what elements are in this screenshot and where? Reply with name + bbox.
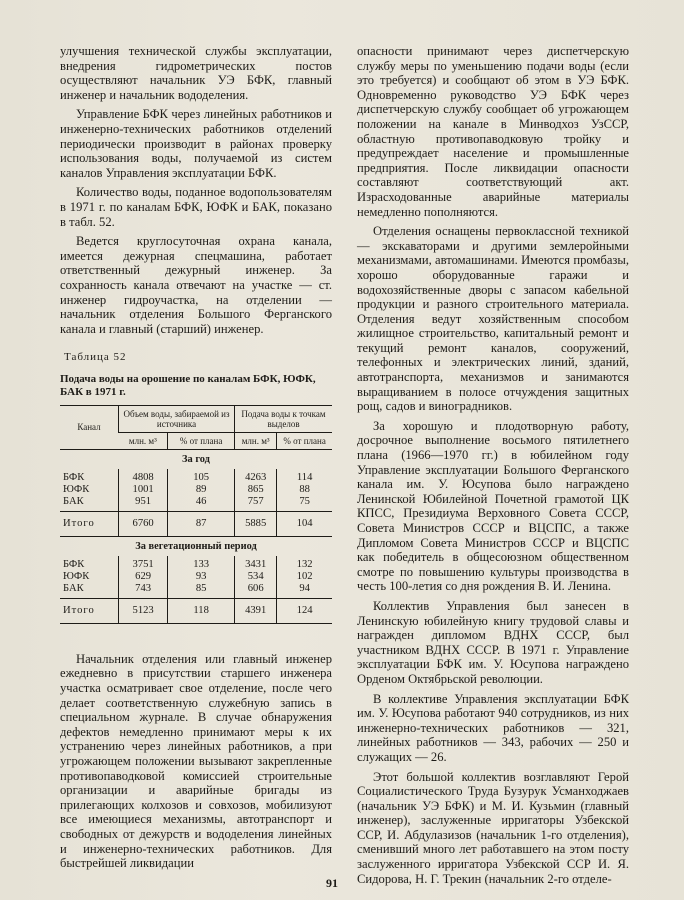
table-cell-v1: 3751: [119, 556, 168, 571]
table-total-p2: 124: [277, 598, 332, 623]
table-total-p1: 87: [168, 511, 235, 536]
table-cell-p2: 94: [277, 583, 332, 599]
table-caption: Таблица 52: [64, 351, 127, 364]
table-cell-v1: 1001: [119, 484, 168, 496]
left-paragraph-5: Начальник отделения или главный инженер ежедневно в присутствии старшего инженера участка осматривает свое отделение, после чего делает соответственную служебную запись в специальном журнале. В случае обнаружения дефектов немедленно принимают меры к их устранению через линейных работников, а при угрожающем положении вызывают закрепленные противопаводковой комиссией строительные организации и аварийные бригады из прилегающих колхозов и совхозов, мобилизуют все имеющиеся механизмы, автотранспорт и свободных от дежурств и вододеления линейных и инженерно-технических работников. Для быстрейшей ликвидации: [60, 651, 332, 871]
left-paragraph-1: улучшения технической службы эксплуатации, внедрения гидрометрических постов осуществляют начальник УЭ БФК, главный инженер и начальник вододеления.: [60, 44, 332, 102]
table-cell-p1: 46: [168, 496, 235, 512]
table-cell-canal: ЮФК: [63, 483, 90, 495]
header-unit: млн. м³: [119, 432, 168, 449]
page-number: 91: [326, 876, 338, 890]
table-total-row: [60, 598, 332, 623]
table-cell-p2: 75: [277, 496, 332, 512]
table-row: [60, 571, 332, 583]
left-paragraph-2: Управление БФК через линейных работников и инженерно-технических работников отделений периодически производит в районах проверку использования воды, получаемой из систем каналов Управления эксплуатации БФК.: [60, 107, 332, 180]
left-column: [60, 44, 332, 876]
right-paragraph-4: Коллектив Управления был занесен в Ленинскую юбилейную книгу трудовой славы и награжден дипломом ВДНХ СССР, был участником ВДНХ СССР. В 1971 г. Управление эксплуатации БФК им. У. Юсупова награждено Орденом Октябрьской революции.: [357, 598, 629, 686]
table-total-v2: 4391: [235, 598, 277, 623]
header-unit: млн. м³: [235, 432, 277, 449]
header-source: Объем воды, забираемой из источника: [119, 405, 235, 432]
table-total-v2: 5885: [235, 511, 277, 536]
table-total-v1: 6760: [119, 511, 168, 536]
table-cell-v1: 4808: [119, 469, 168, 484]
table-cell-p1: 89: [168, 484, 235, 496]
table-total-label: Итого: [60, 598, 119, 623]
table-section-row: [60, 449, 332, 469]
table-cell-v2: 606: [235, 583, 277, 599]
table-total-label: Итого: [60, 511, 119, 536]
table-row: [60, 469, 332, 484]
right-paragraph-2: Отделения оснащены первоклассной техникой — экскаваторами и другими землеройными механизмами, автомашинами. Имеются промбазы, хорошо оборудованные гаражи и водохозяйственные дворы с запасом кабельной продукции и разного строительного материала. Отделения ведут хозяйственным способом жилищное строительство, капитальный ремонт и текущий ремонт каналов, сооружений, телефонных и электрических линий, зданий, автотранспорта, механизмов и занимаются выращиванием в полосе отчуждения защитных рощ, садов и виноградников.: [357, 224, 629, 414]
table-title: Подача воды на орошение по каналам БФК, ЮФК, БАК в 1971 г.: [60, 372, 316, 398]
table-total-v1: 5123: [119, 598, 168, 623]
table-cell-v1: 743: [119, 583, 168, 599]
table-cell-p2: 102: [277, 571, 332, 583]
table-cell-v2: 3431: [235, 556, 277, 571]
table-cell-canal: ЮФК: [63, 570, 90, 582]
table-cell-canal: БФК: [63, 471, 85, 483]
right-paragraph-3: За хорошую и плодотворную работу, досрочное выполнение восьмого пятилетнего плана (1966—1970 гг.) в юбилейном году Управление эксплуатации Большого Ферганского канала им. У. Юсупова было награждено Ленинской Юбилейной Почетной грамотой ЦК КПСС, Президиума Верховного Совета СССР, Совета Министров СССР и ВЦСПС, а также Дипломом Совета Министров СССР и ВЦСПС как победитель в общесоюзном общественном смотре по повышению культуры производства в честь 100-летия со дня рождения В. И. Ленина.: [357, 418, 629, 594]
table-row: [60, 484, 332, 496]
table-cell-v2: 4263: [235, 469, 277, 484]
table-section-label: За год: [60, 449, 332, 469]
table-cell-canal: БАК: [63, 495, 84, 507]
table-cell-p1: 93: [168, 571, 235, 583]
water-supply-table: [60, 405, 332, 624]
right-paragraph-1: опасности принимают через диспетчерскую службу меры по уменьшению подачи воды (если это требуется) и сообщают об этом в УЭ БФК. Одновременно руководство УЭ БФК через диспетчерскую службу сообщает об угрожающем положении на канале в Минводхоз УзССР, областную противопаводковую тройку и предупреждает население и промышленные предприятия. После ликвидации опасности составляют соответствующий акт. Израсходованные аварийные материалы немедленно пополняются.: [357, 44, 629, 219]
table-total-row: [60, 511, 332, 536]
table-cell-p2: 88: [277, 484, 332, 496]
table-section-row: [60, 536, 332, 556]
table-cell-p2: 132: [277, 556, 332, 571]
right-column: [357, 44, 629, 891]
header-pct: % от плана: [168, 432, 235, 449]
table-row: [60, 556, 332, 571]
table-row: [60, 496, 332, 512]
table-cell-v1: 951: [119, 496, 168, 512]
table-cell-p1: 85: [168, 583, 235, 599]
table-row: [60, 583, 332, 599]
table-cell-canal: БАК: [63, 582, 84, 594]
header-points: Подача воды к точкам выделов: [235, 405, 332, 432]
table-total-p2: 104: [277, 511, 332, 536]
left-paragraph-4: Ведется круглосуточная охрана канала, имеется дежурная спецмашина, работает ответственный дежурный инженер. За сохранность канала отвечают на участке — ст. инженер гидроучастка, на отделении — начальник отделения Большого Ферганского канала и главный (старший) инженер.: [60, 234, 332, 336]
table-cell-p1: 105: [168, 469, 235, 484]
table-cell-p2: 114: [277, 469, 332, 484]
header-canal: Канал: [60, 405, 119, 449]
left-paragraph-3: Количество воды, поданное водопользователям в 1971 г. по каналам БФК, ЮФК и БАК, показано в табл. 52.: [60, 185, 332, 229]
table-cell-p1: 133: [168, 556, 235, 571]
right-paragraph-5: В коллективе Управления эксплуатации БФК им. У. Юсупова работают 940 сотрудников, из них инженерно-технических работников — 321, линейных работников — 343, рабочих — 250 и служащих — 26.: [357, 691, 629, 764]
header-pct: % от плана: [277, 432, 332, 449]
table-cell-v2: 865: [235, 484, 277, 496]
table-section-label: За вегетационный период: [60, 536, 332, 556]
table-total-p1: 118: [168, 598, 235, 623]
right-paragraph-6: Этот большой коллектив возглавляют Герой Социалистического Труда Бузурук Усманходжаев (начальник УЭ БФК) и М. И. Кузьмин (главный инженер), заслуженные ирригаторы Узбекской ССР, И. Абдулазизов (начальник 1-го отделения), сменивший много лет работавшего на этом посту заслуженного ирригатора Узбекской ССР И. Я. Сидорова, Н. Г. Трекин (начальник 2-го отделе-: [357, 769, 629, 886]
table-cell-v1: 629: [119, 571, 168, 583]
table-cell-canal: БФК: [63, 558, 85, 570]
table-cell-v2: 757: [235, 496, 277, 512]
table-cell-v2: 534: [235, 571, 277, 583]
